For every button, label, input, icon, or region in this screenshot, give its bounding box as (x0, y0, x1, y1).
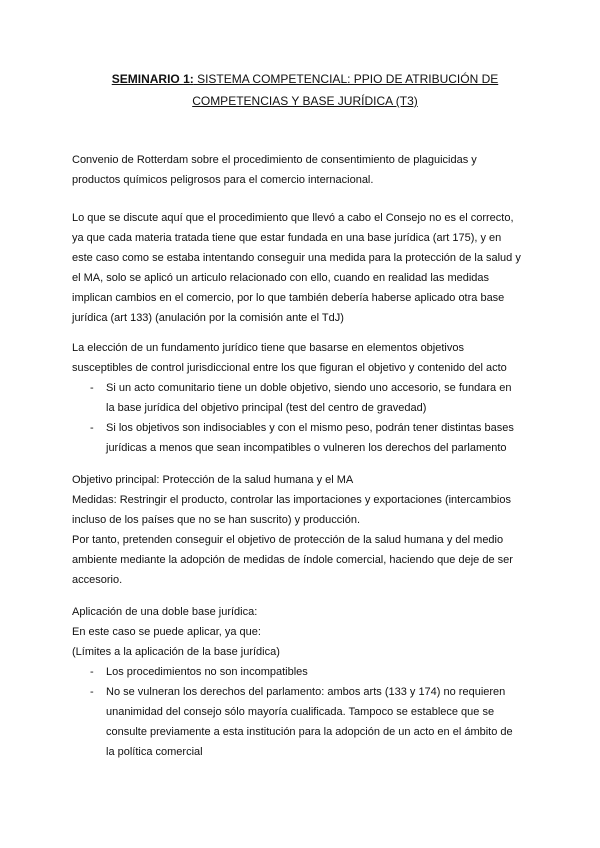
paragraph-double-basis (72, 602, 532, 762)
text-line: Medidas: Restringir el producto, controlar las importaciones y exportaciones (intercambios (72, 494, 511, 506)
text-line: La elección de un fundamento jurídico tiene que basarse en elementos objetivos (72, 342, 464, 354)
text-line: Si los objetivos son indisociables y con el mismo peso, podrán tener distintas bases (106, 422, 514, 434)
bullet-list (72, 662, 532, 762)
text-line: la política comercial (106, 746, 203, 758)
list-item (72, 682, 532, 762)
text-line: No se vulneran los derechos del parlamento: ambos arts (133 y 174) no requieren (106, 686, 506, 698)
text-line: accesorio. (72, 574, 123, 586)
text-line: jurídicas a menos que sean incompatibles o vulneren los derechos del parlamento (106, 442, 507, 454)
text-line: incluso de los países que no se han suscrito) y producción. (72, 514, 360, 526)
bullet-list (72, 378, 532, 458)
list-item (72, 662, 532, 682)
text-line: Por tanto, pretenden conseguir el objetivo de protección de la salud humana y del medio (72, 534, 504, 546)
paragraph-objective (72, 470, 532, 590)
paragraph-rotterdam (72, 150, 532, 190)
text-line: la base jurídica del objetivo principal (test del centro de gravedad) (106, 402, 427, 414)
list-item (72, 418, 532, 458)
text-line: productos químicos peligrosos para el comercio internacional. (72, 174, 374, 186)
text-line: En este caso se puede aplicar, ya que: (72, 626, 261, 638)
text-line: consulte previamente a esta institución para la adopción de un acto en el ámbito de (106, 726, 513, 738)
text-line: implican cambios en el comercio, por lo que también debería haberse aplicado otra base (72, 292, 505, 304)
text-line: ambiente mediante la adopción de medidas de índole comercial, haciendo que deje de ser (72, 554, 513, 566)
text-line: susceptibles de control jurisdiccional entre los que figuran el objetivo y contenido del acto (72, 362, 507, 374)
bullet-dash: - (90, 382, 94, 394)
title-bold: SEMINARIO 1: (111, 72, 194, 86)
paragraph-legal-basis (72, 338, 532, 458)
text-line: ya que cada materia tratada tiene que estar fundada en una base jurídica (art 175), y en (72, 232, 502, 244)
text-line: Los procedimientos no son incompatibles (106, 666, 308, 678)
bullet-dash: - (90, 686, 94, 698)
text-line: unanimidad del consejo sólo mayoría cualificada. Tampoco se establece que se (106, 706, 495, 718)
text-line: el MA, solo se aplicó un articulo relacionado con ello, cuando en realidad las medidas (72, 272, 490, 284)
text-line: Si un acto comunitario tiene un doble objetivo, siendo uno accesorio, se fundara en (106, 382, 512, 394)
text-line: Convenio de Rotterdam sobre el procedimiento de consentimiento de plaguicidas y (72, 154, 477, 166)
bullet-dash: - (90, 666, 94, 678)
page-title (70, 68, 540, 112)
text-line: jurídica (art 133) (anulación por la comisión ante el TdJ) (72, 312, 344, 324)
text-line: Lo que se discute aquí que el procedimiento que llevó a cabo el Consejo no es el correcto, (72, 212, 514, 224)
bullet-dash: - (90, 422, 94, 434)
text-line: Aplicación de una doble base jurídica: (72, 606, 258, 618)
title-line2: COMPETENCIAS Y BASE JURÍDICA (T3) (192, 94, 418, 108)
paragraph-discussion (72, 208, 532, 328)
title-rest: SISTEMA COMPETENCIAL: PPIO DE ATRIBUCIÓN DE (193, 72, 499, 86)
list-item (72, 378, 532, 418)
text-line: Objetivo principal: Protección de la salud humana y el MA (72, 474, 354, 486)
text-line: este caso como se estaba intentando conseguir una medida para la protección de la salud y (72, 252, 521, 264)
text-line: (Límites a la aplicación de la base jurídica) (72, 646, 280, 658)
